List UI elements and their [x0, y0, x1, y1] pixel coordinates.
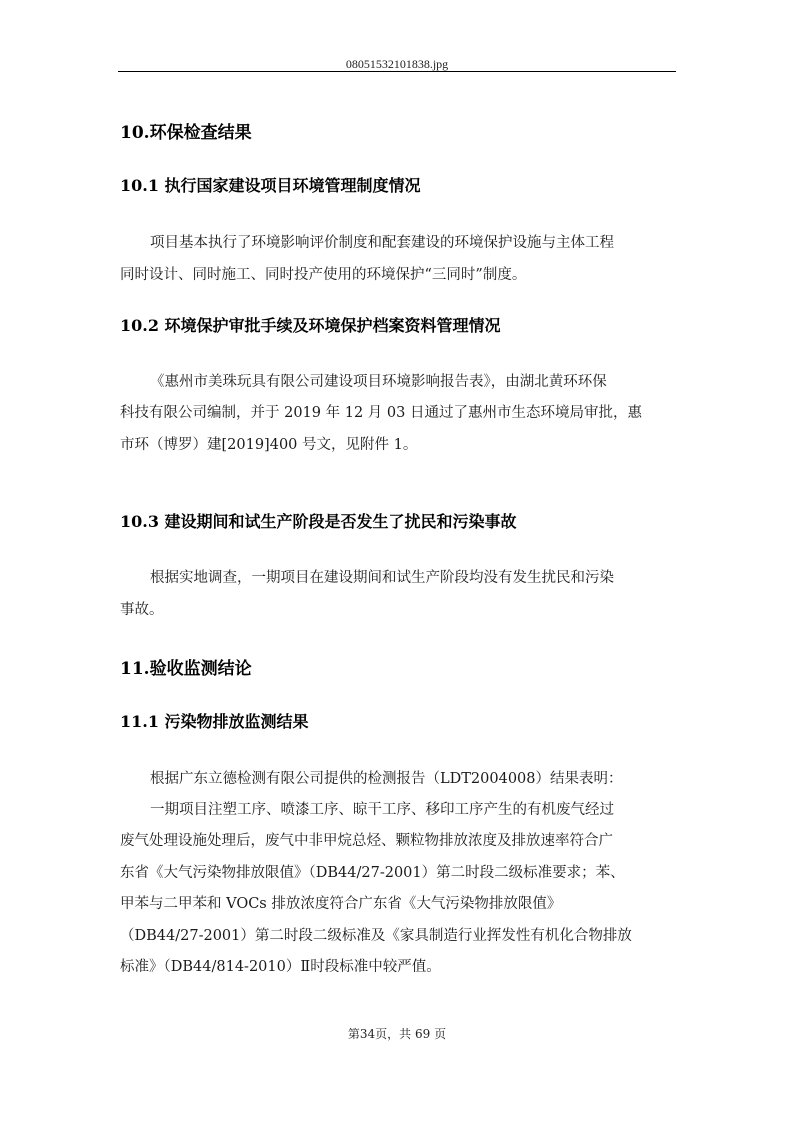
paragraph-line: 东省《大气污染物排放限值》（DB44/27-2001）第二时段二级标准要求；苯、	[120, 865, 625, 881]
paragraph-line: 市环（博罗）建[2019]400 号文，见附件 1。	[120, 437, 418, 453]
paragraph-line: 根据实地调查，一期项目在建设期间和试生产阶段均没有发生扰民和污染	[150, 570, 614, 586]
section-10-2-title: 10.2 环境保护审批手续及环境保护档案资料管理情况	[120, 316, 501, 335]
page-header-filename: 08051532101838.jpg	[345, 57, 449, 71]
section-10-3-title: 10.3 建设期间和试生产阶段是否发生了扰民和污染事故	[120, 512, 517, 531]
section-10-1-title: 10.1 执行国家建设项目环境管理制度情况	[120, 176, 421, 195]
paragraph-line: 标准》（DB44/814-2010）Ⅱ时段标准中较严值。	[120, 959, 441, 975]
paragraph-line: 根据广东立德检测有限公司提供的检测报告（LDT2004008）结果表明：	[150, 771, 623, 787]
section-11-1-title: 11.1 污染物排放监测结果	[120, 712, 309, 731]
paragraph-line: （DB44/27-2001）第二时段二级标准及《家具制造行业挥发性有机化合物排放	[120, 928, 632, 944]
paragraph-line: 《惠州市美珠玩具有限公司建设项目环境影响报告表》，由湖北黄环环保	[150, 374, 607, 390]
header-divider	[118, 71, 676, 72]
paragraph-line: 废气处理设施处理后，废气中非甲烷总烃、颗粒物排放浓度及排放速率符合广	[120, 833, 613, 849]
paragraph-line: 同时设计、同时施工、同时投产使用的环境保护“三同时”制度。	[120, 267, 527, 283]
paragraph-line: 项目基本执行了环境影响评价制度和配套建设的环境保护设施与主体工程	[150, 235, 614, 251]
paragraph-line: 科技有限公司编制，并于 2019 年 12 月 03 日通过了惠州市生态环境局审批，惠	[120, 405, 642, 421]
paragraph-line: 甲苯与二甲苯和 VOCs 排放浓度符合广东省《大气污染物排放限值》	[120, 896, 562, 912]
paragraph-line: 一期项目注塑工序、喷漆工序、晾干工序、移印工序产生的有机废气经过	[150, 802, 614, 818]
paragraph-line: 事故。	[120, 602, 164, 618]
page-number: 第34页，共 69 页	[347, 1027, 447, 1041]
section-10-title: 10.环保检查结果	[120, 123, 252, 143]
section-11-title: 11.验收监测结论	[120, 659, 252, 679]
